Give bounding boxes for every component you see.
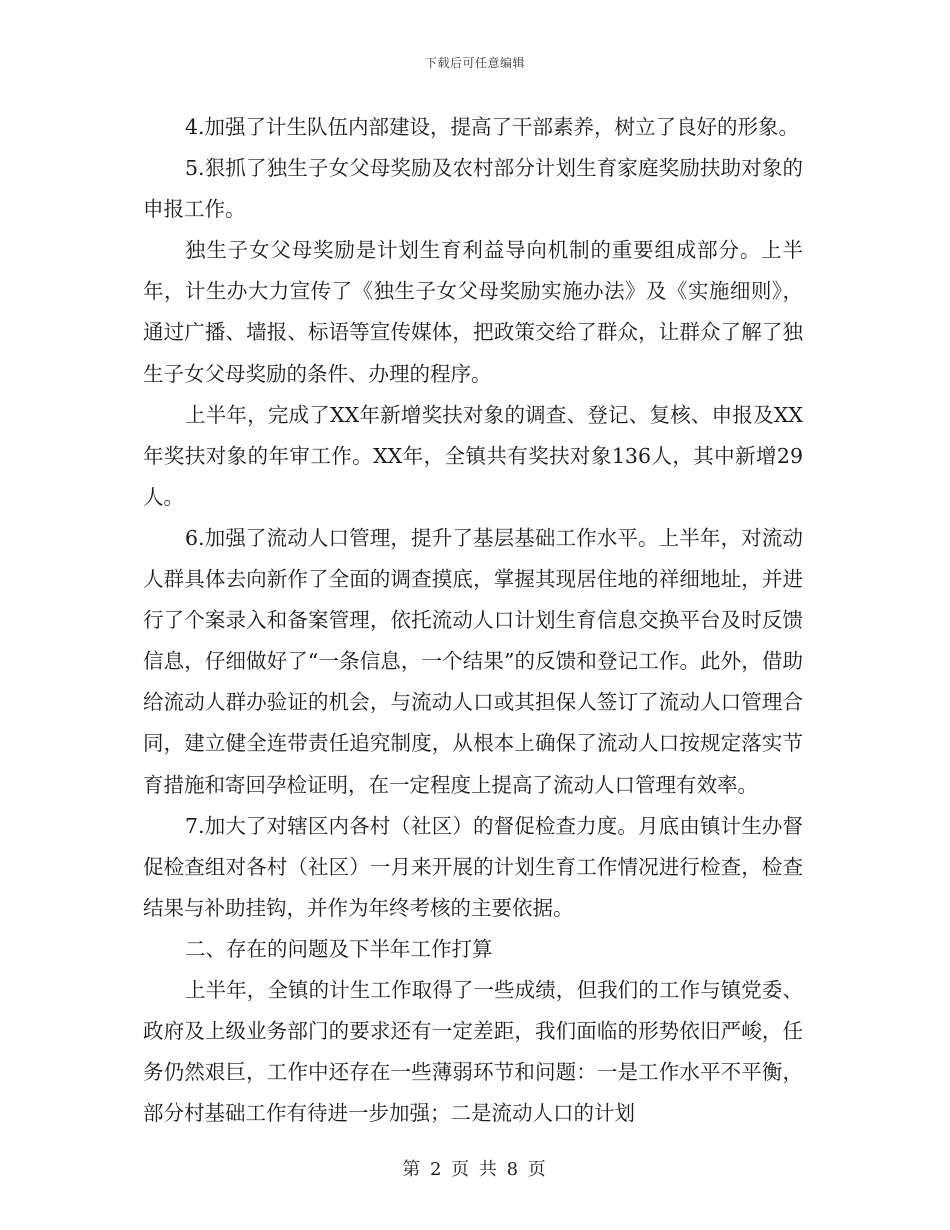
document-body bbox=[143, 107, 803, 1134]
paragraph-problems: 上半年，全镇的计生工作取得了一些成绩，但我们的工作与镇党委、政府及上级业务部门的要求还有一定差距，我们面临的形势依旧严峻，任务仍然艰巨，工作中还存在一些薄弱环节和问题：一是工作水平不平衡，部分村基础工作有待进一步加强；二是流动人口的计划 bbox=[143, 977, 803, 1126]
page-footer: 第 2 页 共 8 页 bbox=[402, 1159, 548, 1180]
section-heading-problems: 二、存在的问题及下半年工作打算 bbox=[185, 936, 493, 961]
paragraph-item-7: 7.加大了对辖区内各村（社区）的督促检查力度。月底由镇计生办督促检查组对各村（社区）一月来开展的计划生育工作情况进行检查，检查结果与补助挂钩，并作为年终考核的主要依据。 bbox=[143, 813, 803, 920]
header-note: 下载后可任意编辑 bbox=[424, 56, 525, 70]
paragraph-reward-intro: 独生子女父母奖励是计划生育利益导向机制的重要组成部分。上半年，计生办大力宣传了《独生子女父母奖励实施办法》及《实施细则》，通过广播、墙报、标语等宣传媒体，把政策交给了群众，让群众了解了独生子女父母奖励的条件、办理的程序。 bbox=[143, 238, 803, 386]
paragraph-item-5: 5.狠抓了独生子女父母奖励及农村部分计划生育家庭奖励扶助对象的申报工作。 bbox=[143, 156, 803, 222]
paragraph-reward-stats: 上半年，完成了XX年新增奖扶对象的调查、登记、复核、申报及XX年奖扶对象的年审工作。XX年，全镇共有奖扶对象136人，其中新增29人。 bbox=[143, 402, 803, 509]
paragraph-item-4: 4.加强了计生队伍内部建设，提高了干部素养，树立了良好的形象。 bbox=[185, 115, 800, 139]
paragraph-item-6: 6.加强了流动人口管理，提升了基层基础工作水平。上半年，对流动人群具体去向新作了全面的调查摸底，掌握其现居住地的祥细地址，并进行了个案录入和备案管理，依托流动人口计划生育信息交换平台及时反馈信息，仔细做好了“一条信息，一个结果”的反馈和登记工作。此外，借助给流动人群办验证的机会，与流动人口或其担保人签订了流动人口管理合同，建立健全连带责任追究制度，从根本上确保了流动人口按规定落实节育措施和寄回孕检证明，在一定程度上提高了流动人口管理有效率。 bbox=[143, 525, 803, 797]
